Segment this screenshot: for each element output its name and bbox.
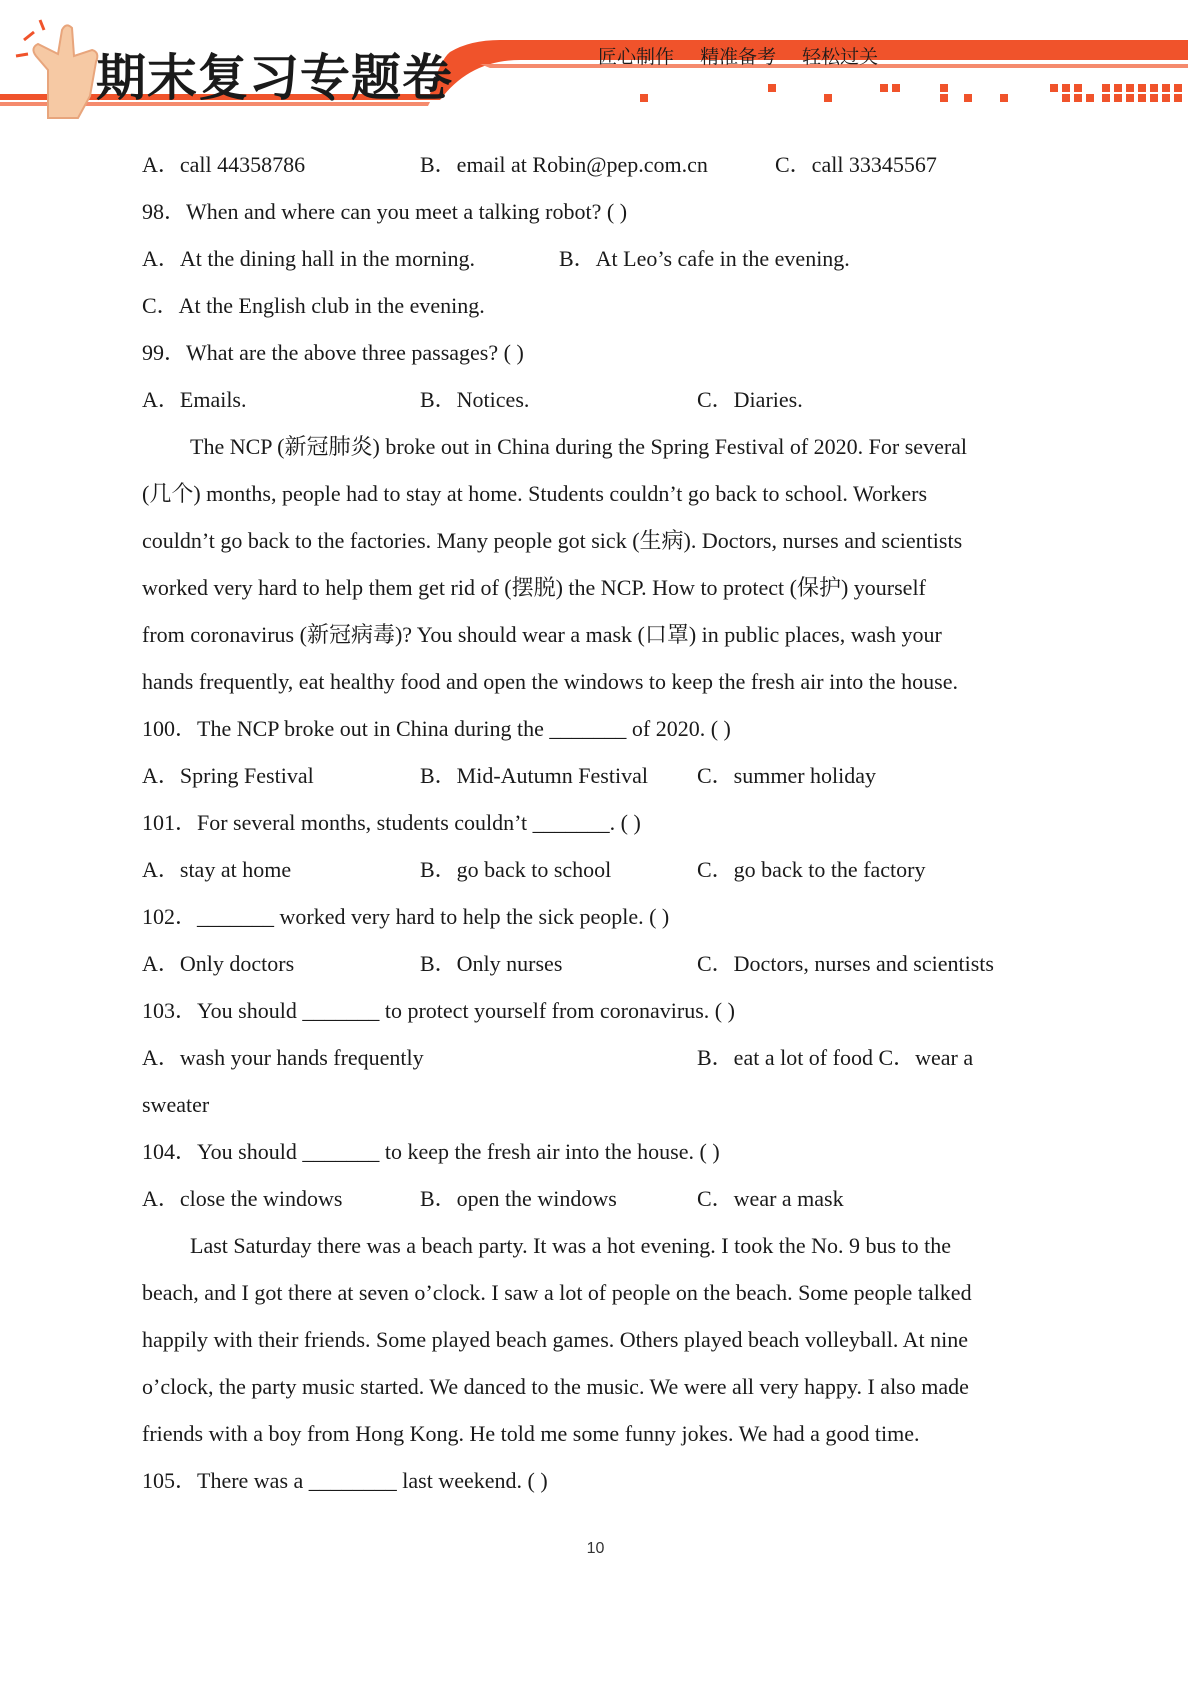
passage-beach-line: o’clock, the party music started. We danced to the music. We were all very happy. I also made	[142, 1374, 969, 1399]
option-a: A．call 44358786	[142, 152, 306, 177]
passage-beach-line: happily with their friends. Some played beach games. Others played beach volleyball. At nine	[142, 1327, 968, 1352]
option-a: A．Spring Festival	[142, 763, 314, 788]
option-b: B．eat a lot of food C．wear a	[697, 1045, 974, 1070]
option-b: B．Only nurses	[420, 951, 563, 976]
option-a: A．At the dining hall in the morning.	[142, 246, 476, 271]
option-a: A．Emails.	[142, 387, 247, 412]
question-100: 100．The NCP broke out in China during the _______ of 2020. ( )	[142, 716, 731, 741]
passage-ncp-line: The NCP (新冠肺炎) broke out in China during the Spring Festival of 2020. For several	[190, 434, 968, 459]
option-a: A．stay at home	[142, 857, 292, 882]
passage-ncp-line: hands frequently, eat healthy food and open the windows to keep the fresh air into the house.	[142, 669, 959, 694]
passage-ncp-line: (几个) months, people had to stay at home. Students couldn’t go back to school. Workers	[142, 481, 928, 506]
option-b: B．Mid-Autumn Festival	[420, 763, 648, 788]
option-c: C．summer holiday	[697, 763, 877, 788]
slogan-3: 轻松过关	[802, 46, 879, 68]
option-a: A．close the windows	[142, 1186, 343, 1211]
question-98: 98．When and where can you meet a talking robot? ( )	[142, 199, 628, 224]
header-title: 期末复习专题卷	[96, 49, 453, 107]
option-b: B．email at Robin@pep.com.cn	[420, 152, 708, 177]
option-a: A．wash your hands frequently	[142, 1045, 424, 1070]
passage-beach-line: beach, and I got there at seven o’clock. I saw a lot of people on the beach. Some people talked	[142, 1280, 972, 1305]
passage-ncp-line: worked very hard to help them get rid of (摆脱) the NCP. How to protect (保护) yourself	[142, 575, 926, 600]
question-104: 104．You should _______ to keep the fresh air into the house. ( )	[142, 1139, 720, 1164]
option-c: C．go back to the factory	[697, 857, 926, 882]
option-b: B．At Leo’s cafe in the evening.	[559, 246, 850, 271]
question-99: 99．What are the above three passages? ( )	[142, 340, 524, 365]
passage-beach-line: Last Saturday there was a beach party. It was a hot evening. I took the No. 9 bus to the	[190, 1233, 952, 1258]
slogan-1: 匠心制作	[598, 46, 675, 68]
question-105: 105．There was a ________ last weekend. ( )	[142, 1468, 548, 1493]
passage-ncp-line: couldn’t go back to the factories. Many people got sick (生病). Doctors, nurses and scientists	[142, 528, 963, 553]
header-slogan	[598, 42, 898, 69]
option-b: B．go back to school	[420, 857, 612, 882]
page-number: 10	[586, 1540, 605, 1557]
option-a: A．Only doctors	[142, 951, 295, 976]
option-c: C．wear a mask	[697, 1186, 844, 1211]
question-103: 103．You should _______ to protect yourself from coronavirus. ( )	[142, 998, 735, 1023]
option-c: C．Doctors, nurses and scientists	[697, 951, 994, 976]
slogan-2: 精准备考	[700, 46, 777, 68]
passage-beach-line: friends with a boy from Hong Kong. He told me some funny jokes. We had a good time.	[142, 1421, 920, 1446]
option-b: B．Notices.	[420, 387, 530, 412]
option-b: B．open the windows	[420, 1186, 617, 1211]
passage-ncp-line: from coronavirus (新冠病毒)? You should wear a mask (口罩) in public places, wash your	[142, 622, 942, 647]
option-103-c-cont: sweater	[142, 1092, 210, 1117]
question-102: 102．_______ worked very hard to help the sick people. ( )	[142, 904, 670, 929]
option-c: C．call 33345567	[775, 152, 937, 177]
option-98-c: C．At the English club in the evening.	[142, 293, 485, 318]
page-header	[0, 0, 1191, 120]
question-101: 101．For several months, students couldn’t _______. ( )	[142, 810, 641, 835]
option-c: C．Diaries.	[697, 387, 803, 412]
